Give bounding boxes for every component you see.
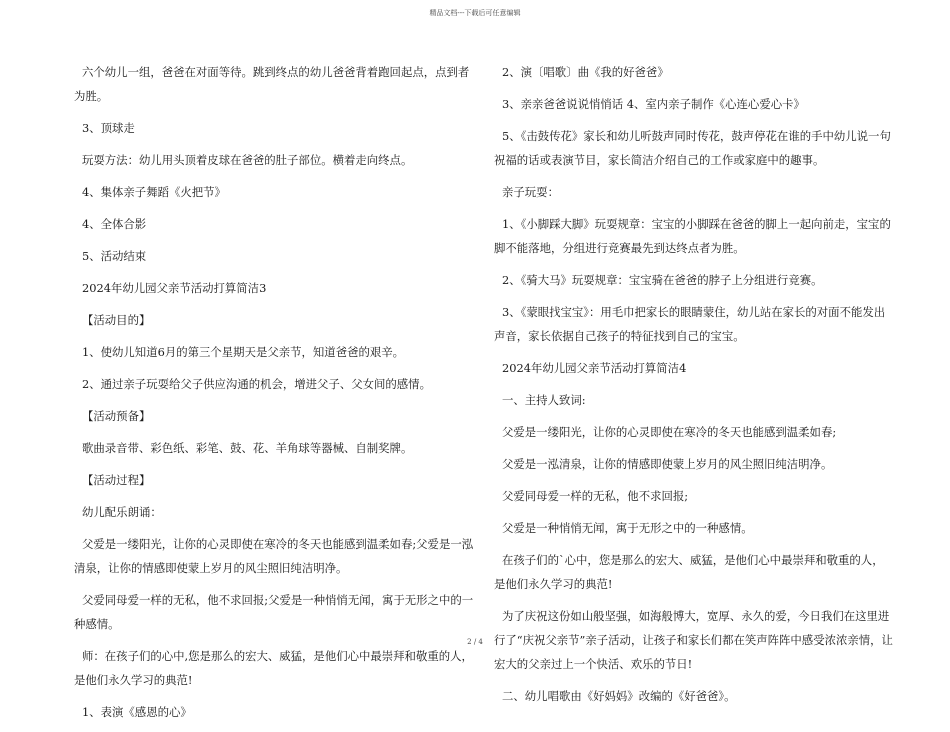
paragraph: 父爱是一缕阳光，让你的心灵即使在寒冷的冬天也能感到温柔如春; bbox=[502, 425, 837, 439]
paragraph: 歌曲录音带、彩色纸、彩笔、鼓、花、羊角球等器械、自制奖牌。 bbox=[82, 441, 413, 455]
section-title: 2024年幼儿园父亲节活动打算简洁4 bbox=[502, 361, 687, 375]
section-heading: 【活动过程】 bbox=[82, 473, 151, 487]
paragraph: 3、亲亲爸爸说说悄悄话 4、室内亲子制作《心连心爱心卡》 bbox=[502, 97, 805, 111]
page-number: 2 / 4 bbox=[467, 638, 483, 646]
paragraph: 3、《蒙眼找宝宝》：用毛巾把家长的眼睛蒙住，幼儿站在家长的对面不能发出声音，家长依据自己孩子的特征找到自己的宝宝。 bbox=[494, 305, 886, 343]
paragraph: 二、幼儿唱歌由《好妈妈》改编的《好爸爸》。 bbox=[502, 689, 736, 703]
paragraph: 1、表演《感恩的心》 bbox=[82, 705, 192, 719]
paragraph: 为了庆祝这份如山般坚强，如海般博大，宽厚、永久的爱，今日我们在这里进行了“庆祝父亲节”亲子活动，让孩子和家长们都在笑声阵阵中感受浓浓亲情，让宏大的父亲过上一个快活、欢乐的节日! bbox=[494, 609, 893, 671]
paragraph: 幼儿配乐朗诵： bbox=[82, 505, 162, 519]
paragraph: 父爱是一缕阳光，让你的心灵即使在寒冷的冬天也能感到温柔如春;父爱是一泓清泉，让你的情感即使蒙上岁月的风尘照旧纯洁明净。 bbox=[74, 537, 474, 575]
paragraph: 4、全体合影 bbox=[82, 217, 147, 231]
section-title: 2024年幼儿园父亲节活动打算简洁3 bbox=[82, 281, 267, 295]
paragraph: 父爱同母爱一样的无私，他不求回报;父爱是一种悄悄无闻，寓于无形之中的一种感情。 bbox=[74, 593, 474, 631]
paragraph: 1、使幼儿知道6月的第三个星期天是父亲节，知道爸爸的艰辛。 bbox=[82, 345, 405, 359]
paragraph: 师：在孩子们的心中,您是那么的宏大、威猛，是他们心中最崇拜和敬重的人，是他们永久学习的典范! bbox=[74, 649, 473, 687]
paragraph: 5、活动结束 bbox=[82, 249, 147, 263]
paragraph: 一、主持人致词: bbox=[502, 393, 586, 407]
paragraph: 1、《小脚踩大脚》玩耍规章：宝宝的小脚踩在爸爸的脚上一起向前走，宝宝的脚不能落地，分组进行竞赛最先到达终点者为胜。 bbox=[494, 217, 891, 255]
paragraph: 3、顶球走 bbox=[82, 121, 135, 135]
paragraph: 六个幼儿一组，爸爸在对面等待。跳到终点的幼儿爸爸背着跑回起点，点到者为胜。 bbox=[74, 65, 470, 103]
paragraph: 2、演〔唱歌〕曲《我的好爸爸》 bbox=[502, 65, 669, 79]
paragraph: 在孩子们的`心中，您是那么的宏大、威猛，是他们心中最崇拜和敬重的人，是他们永久学习的典范! bbox=[494, 553, 884, 591]
section-heading: 【活动目的】 bbox=[82, 313, 151, 327]
page-header: 精品文档---下载后可任意编辑 bbox=[429, 9, 521, 17]
paragraph: 父爱同母爱一样的无私，他不求回报; bbox=[502, 489, 689, 503]
paragraph: 5、《击鼓传花》家长和幼儿听鼓声同时传花，鼓声停花在谁的手中幼儿说一句祝福的话或表演节目，家长简洁介绍自己的工作或家庭中的趣事。 bbox=[494, 129, 891, 167]
paragraph: 玩耍方法：幼儿用头顶着皮球在爸爸的肚子部位。横着走向终点。 bbox=[82, 153, 413, 167]
paragraph: 亲子玩耍： bbox=[502, 185, 559, 199]
paragraph: 父爱是一种悄悄无闻，寓于无形之中的一种感情。 bbox=[502, 521, 753, 535]
paragraph: 2、《骑大马》玩耍规章：宝宝骑在爸爸的脖子上分组进行竞赛。 bbox=[502, 273, 823, 287]
right-column bbox=[494, 60, 894, 716]
paragraph: 父爱是一泓清泉，让你的情感即使蒙上岁月的风尘照旧纯洁明净。 bbox=[502, 457, 833, 471]
paragraph: 4、集体亲子舞蹈《火把节》 bbox=[82, 185, 226, 199]
paragraph: 2、通过亲子玩耍给父子供应沟通的机会，增进父子、父女间的感情。 bbox=[82, 377, 431, 391]
section-heading: 【活动预备】 bbox=[82, 409, 151, 423]
left-column bbox=[74, 60, 474, 732]
